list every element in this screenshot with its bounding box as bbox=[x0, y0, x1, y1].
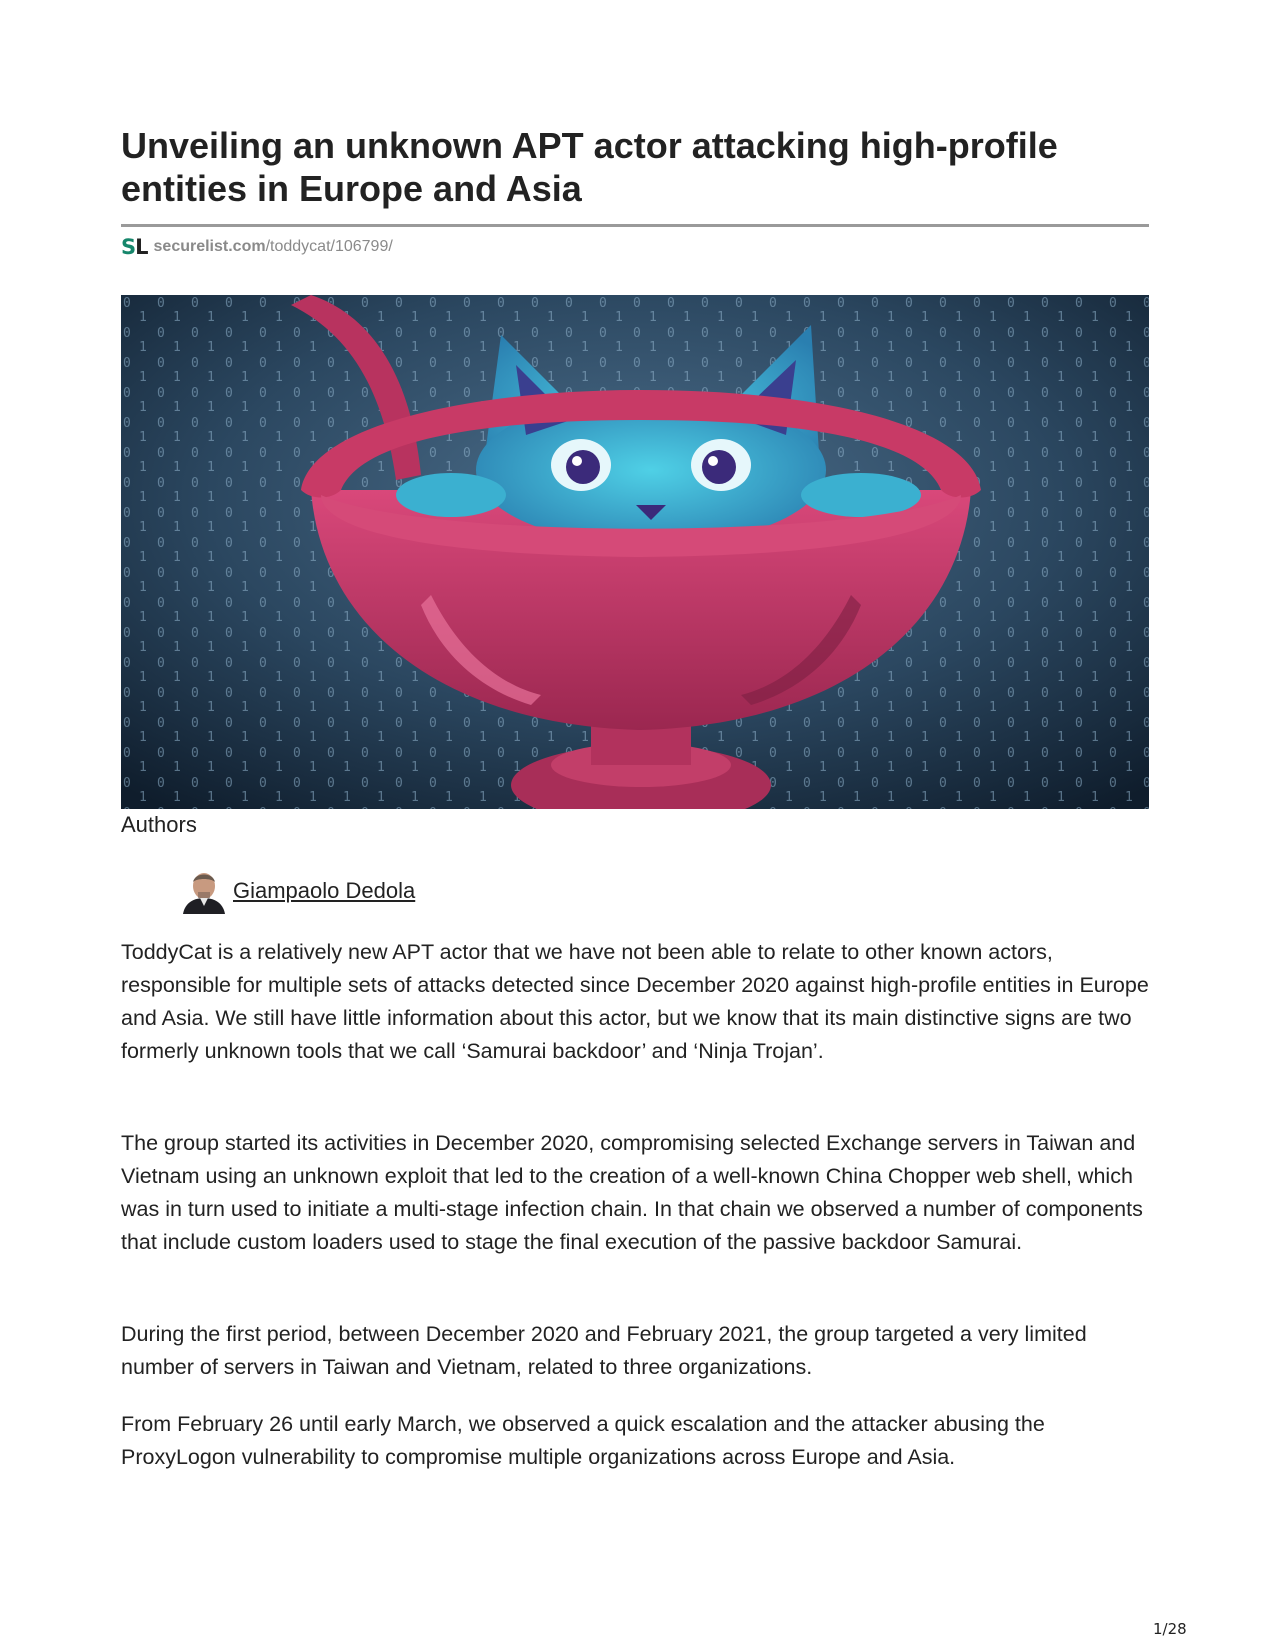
paragraph-2: The group started its activities in December 2020, compromising selected Exchange servers in Taiwan and Vietnam using an unknown exploit that led to the creation of a well-known China Chopper web shell, which was in turn used to initiate a multi-stage infection chain. In that chain we observed a number of components that include custom loaders used to stage the final execution of the passive backdoor Samurai. bbox=[121, 1131, 1143, 1254]
source-line bbox=[121, 234, 393, 260]
page-number: 1/28 bbox=[1153, 1620, 1187, 1638]
source-path: /toddycat/106799/ bbox=[265, 238, 393, 255]
toddycat-cat-in-bowl-illustration bbox=[121, 295, 1149, 809]
paragraph-4: From February 26 until early March, we observed a quick escalation and the attacker abusing the ProxyLogon vulnerability to compromise multiple organizations across Europe and Asia. bbox=[121, 1412, 1045, 1469]
paragraph-1: ToddyCat is a relatively new APT actor that we have not been able to relate to other known actors, responsible for multiple sets of attacks detected since December 2020 against high-profile entities in Europe and Asia. We still have little information about this actor, but we know that its main distinctive signs are two formerly unknown tools that we call ‘Samurai backdoor’ and ‘Ninja Trojan’. bbox=[121, 940, 1149, 1063]
hero-image bbox=[121, 295, 1149, 809]
securelist-logo-icon: SL bbox=[121, 235, 148, 259]
source-url[interactable] bbox=[154, 238, 393, 256]
author-entry bbox=[181, 868, 415, 914]
author-link-giampaolo-dedola[interactable]: Giampaolo Dedola bbox=[233, 878, 416, 903]
paragraph-3: During the first period, between December 2020 and February 2021, the group targeted a very limited number of servers in Taiwan and Vietnam, related to three organizations. bbox=[121, 1322, 1087, 1379]
title-divider bbox=[121, 224, 1149, 227]
source-domain: securelist.com bbox=[153, 238, 266, 255]
authors-label: Authors bbox=[121, 812, 197, 837]
author-avatar bbox=[181, 868, 227, 914]
article-title: Unveiling an unknown APT actor attacking high-profile entities in Europe and Asia bbox=[121, 125, 1058, 209]
